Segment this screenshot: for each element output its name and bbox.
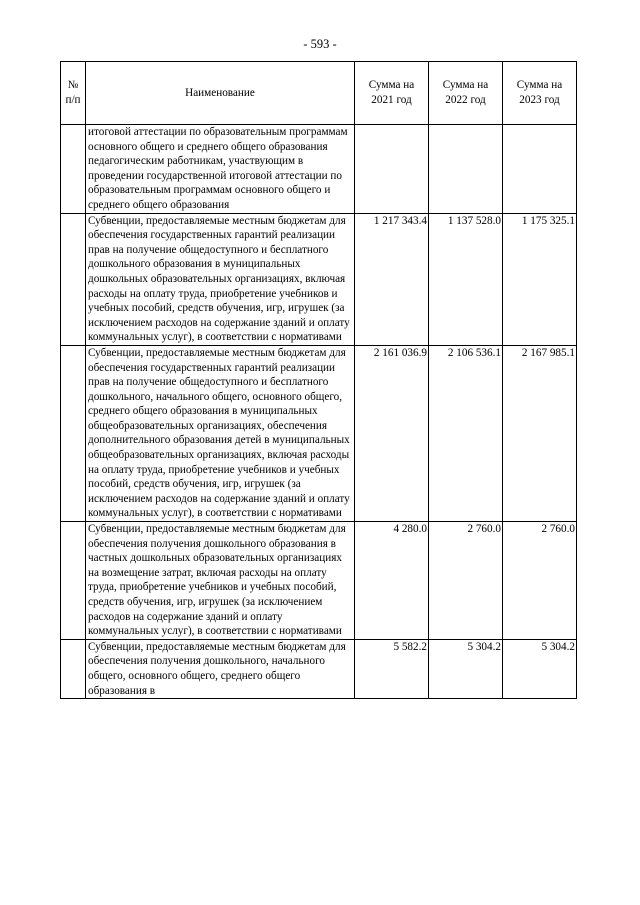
table-row [61, 125, 577, 214]
header-sum-2022: Сумма на 2022 год [429, 62, 503, 125]
header-num: № п/п [61, 62, 86, 125]
row-sum-2022-cell [429, 125, 503, 214]
row-sum-2023-cell: 1 175 325.1 [503, 213, 577, 345]
header-sum-2021: Сумма на 2021 год [355, 62, 429, 125]
page-number: - 593 - [303, 37, 337, 51]
row-sum-2021-cell: 5 582.2 [355, 639, 429, 698]
row-name-cell: Субвенции, предоставляемые местным бюджетам для обеспечения получения дошкольного, начального общего, основного общего, среднего общего образования в [86, 639, 355, 698]
table-row [61, 213, 577, 345]
table-row [61, 522, 577, 640]
row-name-cell: Субвенции, предоставляемые местным бюджетам для обеспечения государственных гарантий реализации прав на получение общедоступного и бесплатного дошкольного, начального общего, основного общего, среднего общего образования в муниципальных общеобразовательных организациях, обеспечения дополнительного образования детей в муниципальных общеобразовательных организациях, включая расходы на оплату труда, приобретение учебников и учебных пособий, средств обучения, игр, игрушек (за исключением расходов на содержание зданий и оплату коммунальных услуг), в соответствии с нормативами [86, 345, 355, 521]
table-row [61, 345, 577, 521]
row-sum-2021-cell: 4 280.0 [355, 522, 429, 640]
row-sum-2023-cell: 5 304.2 [503, 639, 577, 698]
row-sum-2023-cell: 2 760.0 [503, 522, 577, 640]
table-header-row [61, 62, 577, 125]
row-num-cell [61, 125, 86, 214]
row-num-cell [61, 345, 86, 521]
row-num-cell [61, 522, 86, 640]
header-sum-2023: Сумма на 2023 год [503, 62, 577, 125]
row-sum-2021-cell [355, 125, 429, 214]
row-sum-2023-cell [503, 125, 577, 214]
table-row [61, 639, 577, 698]
row-sum-2022-cell: 2 760.0 [429, 522, 503, 640]
row-name-cell: Субвенции, предоставляемые местным бюджетам для обеспечения получения дошкольного образования в частных дошкольных образовательных организациях на возмещение затрат, включая расходы на оплату труда, приобретение учебников и учебных пособий, средств обучения, игр, игрушек (за исключением расходов на содержание зданий и оплату коммунальных услуг), в соответствии с нормативами [86, 522, 355, 640]
row-sum-2022-cell: 1 137 528.0 [429, 213, 503, 345]
row-sum-2021-cell: 2 161 036.9 [355, 345, 429, 521]
row-name-cell: итоговой аттестации по образовательным программам основного общего и среднего общего образования педагогическим работникам, участвующим в проведении государственной итоговой аттестации по образовательным программам основного общего и среднего общего образования [86, 125, 355, 214]
row-num-cell [61, 213, 86, 345]
row-num-cell [61, 639, 86, 698]
row-sum-2022-cell: 5 304.2 [429, 639, 503, 698]
row-sum-2022-cell: 2 106 536.1 [429, 345, 503, 521]
budget-table [60, 61, 577, 699]
row-name-cell: Субвенции, предоставляемые местным бюджетам для обеспечения государственных гарантий реализации прав на получение общедоступного и бесплатного дошкольного образования в муниципальных дошкольных образовательных организациях, включая расходы на оплату труда, приобретение учебников и учебных пособий, средств обучения, игр, игрушек (за исключением расходов на содержание зданий и оплату коммунальных услуг), в соответствии с нормативами [86, 213, 355, 345]
row-sum-2021-cell: 1 217 343.4 [355, 213, 429, 345]
row-sum-2023-cell: 2 167 985.1 [503, 345, 577, 521]
header-name: Наименование [86, 62, 355, 125]
